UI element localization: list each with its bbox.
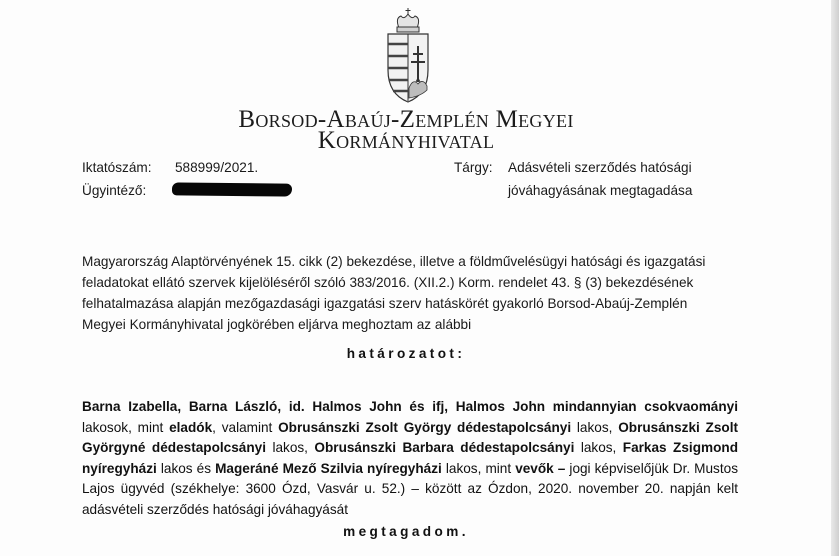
buyer-name: Mageráné Mező Szilvia nyíregyházi bbox=[215, 460, 442, 476]
text-segment: lakosok, mint bbox=[82, 419, 164, 435]
intro-line2: feladatokat ellátó szervek kijelöléséről szóló 383/2016. (XII.2.) Korm. rendelet 43. § (3) bekezdésének bbox=[82, 275, 694, 290]
sellers-names: Barna Izabella, Barna László, id. Halmos John és ifj, Halmos John mindannyian csokvaományi bbox=[82, 399, 738, 414]
text-segment: lakos, bbox=[580, 440, 617, 455]
text-segment: lakos, bbox=[272, 440, 308, 455]
targy-line1: Adásvételi szerződés hatósági bbox=[508, 160, 692, 175]
megtagadom-heading: megtagadom. bbox=[343, 524, 469, 539]
targy-label: Tárgy: bbox=[454, 160, 493, 175]
page-edge-shadow bbox=[831, 0, 839, 556]
buyer-name: Farkas Zsigmond nyíregyházi bbox=[82, 440, 739, 476]
intro-line1: Magyarország Alaptörvényének 15. cikk (2) bekezdése, illetve a földművelésügyi hatósági és igazgatási bbox=[82, 254, 706, 269]
targy-line2: jóváhagyásának megtagadása bbox=[508, 183, 693, 198]
buyer-name: Obrusánszki Zsolt Györgyné dédestapolcsányi bbox=[82, 419, 739, 455]
buyers-role: vevők – bbox=[515, 460, 566, 476]
org-name-line1: Borsod-Abaúj-Zemplén Megyei bbox=[238, 106, 574, 133]
sellers-role: eladók bbox=[169, 419, 213, 435]
decision-paragraph bbox=[82, 397, 738, 520]
buyer-name: Obrusánszki Zsolt György dédestapolcsányi bbox=[278, 419, 572, 435]
redacted-name bbox=[172, 182, 292, 196]
org-name-line2: Kormányhivatal bbox=[317, 127, 495, 154]
text-segment: , valamint bbox=[212, 419, 273, 435]
text-segment: lakos, bbox=[576, 419, 613, 435]
text-segment: lakos, mint bbox=[445, 460, 512, 476]
hatarozat-heading: határozatot: bbox=[346, 346, 466, 361]
buyer-name: Obrusánszki Barbara dédestapolcsányi bbox=[314, 440, 575, 455]
ugyintezo-label: Ügyintéző: bbox=[82, 183, 147, 198]
hungarian-coat-of-arms-icon bbox=[383, 8, 433, 104]
intro-line3: felhatalmazása alapján mezőgazdasági igazgatási szerv hatáskörét gyakorló Borsod-Abaúj-Zemplén bbox=[82, 296, 688, 311]
iktatoszam-value: 588999/2021. bbox=[175, 160, 259, 175]
text-segment: lakos és bbox=[160, 460, 212, 476]
intro-line4: Megyei Kormányhivatal jogkörében eljárva meghoztam az alábbi bbox=[82, 317, 472, 332]
text-segment: jogi képviselőjük Dr. Mustos Lajos ügyvéd (székhelye: 3600 Ózd, Vasvár u. 52.) – között az Ózdon, 2020. november 20. napján kelt adásvételi szerződés hatósági jóváhagyását bbox=[82, 460, 738, 517]
iktatoszam-label: Iktatószám: bbox=[82, 160, 152, 175]
